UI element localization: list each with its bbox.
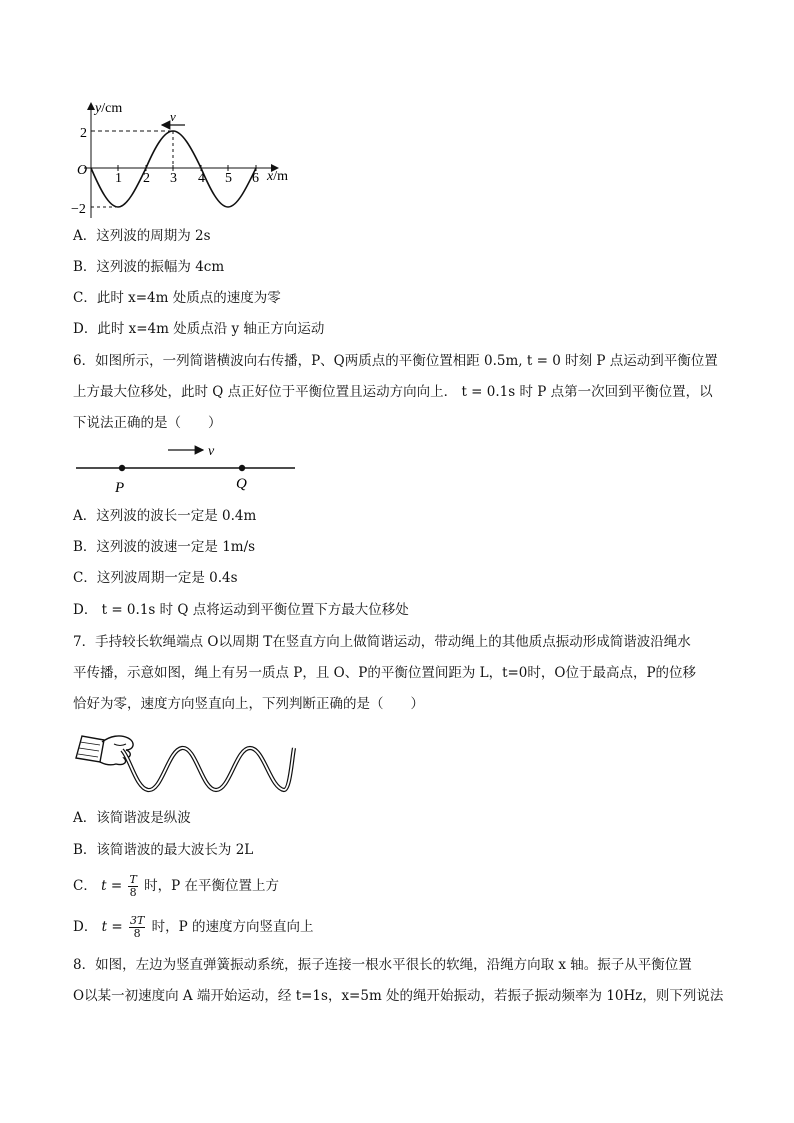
q7-stem-line-2: 平传播，示意如图，绳上有另一质点 P，且 O、P的平衡位置间距为 L，t=0时，O位于最高点，P的位移	[73, 665, 697, 681]
velocity-label: v	[170, 109, 176, 124]
wave-graph-figure	[70, 95, 310, 225]
x-tick-label-2: 2	[143, 171, 150, 186]
q7-option-c	[73, 870, 279, 902]
q7-option-a: A．该简谐波是纵波	[73, 810, 191, 826]
q6-option-a: A．这列波的波长一定是 0.4m	[73, 508, 257, 524]
time-eq: t =	[101, 919, 123, 935]
q5-option-d: D．此时 x=4m 处质点沿 y 轴正方向运动	[73, 321, 325, 337]
q7-option-d	[73, 911, 313, 943]
q6-stem-line-3: 下说法正确的是（ ）	[73, 415, 222, 431]
q8-stem-line-1: 8．如图，左边为竖直弹簧振动系统，振子连接一根水平很长的软绳，沿绳方向取 x 轴。振子从平衡位置	[73, 957, 692, 973]
point-p	[119, 465, 125, 471]
q5-option-a: A．这列波的周期为 2s	[73, 228, 211, 244]
option-text: 时，P 在平衡位置上方	[144, 878, 279, 894]
q5-option-c: C．此时 x=4m 处质点的速度为零	[73, 290, 281, 306]
time-eq: t =	[101, 878, 123, 894]
q7-hand-rope-figure	[70, 728, 300, 800]
option-text: 时，P 的速度方向竖直向上	[151, 919, 314, 935]
x-tick-label-1: 1	[115, 171, 122, 186]
x-tick-label-5: 5	[225, 171, 232, 186]
point-q	[239, 465, 245, 471]
q5-option-b: B．这列波的振幅为 4cm	[73, 259, 225, 275]
x-tick-label-3: 3	[170, 171, 177, 186]
velocity-label: v	[208, 444, 215, 459]
x-tick-label-4: 4	[198, 171, 205, 186]
q8-stem-line-2: O以某一初速度向 A 端开始运动，经 t=1s，x=5m 处的绳开始振动，若振子振动频率为 10Hz，则下列说法	[73, 988, 724, 1004]
q7-stem-line-1: 7．手持较长软绳端点 O以周期 T在竖直方向上做简谐运动，带动绳上的其他质点振动形成简谐波沿绳水	[73, 634, 691, 650]
q6-stem-line-2: 上方最大位移处，此时 Q 点正好位于平衡位置且运动方向向上． t = 0.1s 时 P 点第一次回到平衡位置，以	[73, 384, 713, 400]
origin-label: O	[77, 163, 88, 178]
option-prefix: C．	[73, 878, 97, 894]
p-label: P	[115, 480, 125, 496]
q6-option-c: C．这列波周期一定是 0.4s	[73, 570, 238, 586]
q7-option-b: B．该简谐波的最大波长为 2L	[73, 842, 254, 858]
q6-option-d: D． t = 0.1s 时 Q 点将运动到平衡位置下方最大位移处	[73, 602, 409, 618]
fraction: $\frac{3T}{8}$	[129, 914, 145, 940]
option-prefix: D．	[73, 919, 98, 935]
q6-stem-line-1: 6．如图所示，一列简谐横波向右传播，P、Q两质点的平衡位置相距 0.5m, t = 0 时刻 P 点运动到平衡位置	[73, 353, 718, 369]
q6-option-b: B．这列波的波速一定是 1m/s	[73, 539, 256, 555]
y-tick-label-2: 2	[80, 126, 87, 141]
y-tick-label-neg2: −2	[71, 202, 86, 217]
x-tick-label-6: 6	[252, 171, 259, 186]
q6-rope-figure	[70, 438, 310, 498]
q7-stem-line-3: 恰好为零，速度方向竖直向上，下列判断正确的是（ ）	[73, 696, 424, 712]
y-axis-label: y/cm	[95, 101, 123, 116]
fraction: $\frac{T}{8}$	[129, 873, 137, 899]
x-axis-label: x/m	[267, 169, 288, 184]
rope-wave-highlight	[122, 748, 294, 790]
q-label: Q	[236, 476, 247, 492]
